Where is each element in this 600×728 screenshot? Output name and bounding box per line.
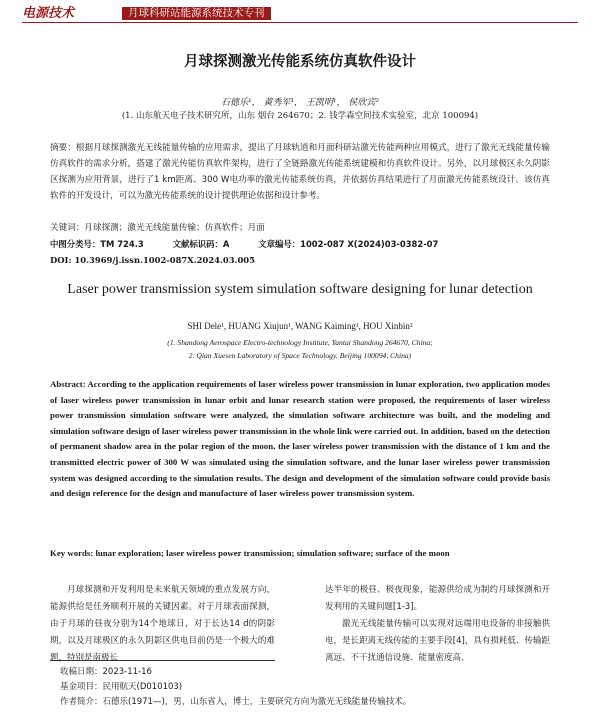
doi: DOI: 10.3969/j.issn.1002-087X.2024.03.005 xyxy=(50,255,255,265)
affiliation-en-1: (1. Shandong Aerospace Electro-technology Institute, Yantai Shandong 264670, China; xyxy=(167,338,433,347)
abstract-en: Abstract: According to the application requirements of laser wireless power transmission in lunar exploration, two application modes of laser wireless power transmission in lunar orbit and lunar research station were proposed, the requirements of laser wireless power transmission simulation software were analyzed, the simulation software architecture was built, and the modeling and simulation software design of laser wireless power transmission in the whole link were carried out. In addition, based on the detection of permanent shadow area in the polar region of the moon, the laser wireless power transmission with the distance of 1 km and the transmitted electric power of 300 W was simulated using the simulation software, and the lunar laser wireless power transmission system was designed according to the simulation results. The design and development of the simulation software could provide basis and design reference for the design and manufacture of laser wireless power transmission system. xyxy=(50,379,550,499)
clc-number: 中图分类号：TM 724.3 xyxy=(50,239,144,249)
paper-title-en: Laser power transmission system simulation software designing for lunar detection xyxy=(67,282,533,297)
authors-cn: 石德乐¹， 黄秀军¹， 王凯明¹， 侯欣宾² xyxy=(220,98,379,108)
header-divider xyxy=(22,22,578,23)
abstract-cn: 摘要：根据月球探测激光无线能量传输的应用需求，提出了月球轨道和月面科研站激光传能两种应用模式，进行了激光无线能量传输仿真软件的需求分析，搭建了激光传能仿真软件架构，进行了全链路激光传能系统建模和仿真软件设计。另外，以月球极区永久阴影区探测为应用背景，进行了1 km距离、300 W电功率的激光传能系统仿真，并依据仿真结果进行了月面激光传能系统设计。该仿真软件的开发设计，可以为激光传能系统的设计提供理论依据和设计参考。 xyxy=(50,143,550,201)
body-paragraph: 月球探测和开发利用是未来航天领域的重点发展方向，能源供给是任务顺利开展的关键因素。对于月球表面探测，由于月球的昼夜分别为14个地球日，对于长达14 d的阴影期，以及月球极区的永久阴影区供电目前仍是一个极大的难题，特别是南极长 xyxy=(50,585,275,663)
funding-info: 基金项目：民用航天(D010103) xyxy=(60,682,183,692)
paper-title-cn: 月球探测激光传能系统仿真软件设计 xyxy=(184,54,416,70)
body-paragraph: 激光无线能量传输可以实现对远端用电设备的非接触供电，是长距离无线传能的主要手段[4]，具有损耗低、传输距离远、不干扰通信设施、能量密度高、 xyxy=(325,619,550,663)
journal-header xyxy=(22,6,578,21)
journal-name: 电源技术 xyxy=(22,6,75,21)
affiliation-en-2: 2. Qian Xuesen Laboratory of Space Technology, Beijing 100094, China) xyxy=(188,351,412,360)
footnotes xyxy=(60,665,411,710)
body-paragraph: 达半年的极昼、极夜现象，能源供给成为制约月球探测和开发利用的关键问题[1-3]。 xyxy=(325,585,550,612)
received-date: 收稿日期：2023-11-16 xyxy=(60,667,152,677)
article-id: 文章编号：1002-087 X(2024)03-0382-07 xyxy=(258,239,439,249)
footnote-divider xyxy=(50,660,275,661)
keywords-en: Key words: lunar exploration; laser wireless power transmission; simulation software; surface of the moon xyxy=(50,548,450,558)
classification-row xyxy=(50,236,464,252)
authors-en: SHI Dele¹, HUANG Xiujun¹, WANG Kaiming¹, HOU Xinbin² xyxy=(187,321,413,331)
column-tag: 月球科研站能源系统技术专刊 xyxy=(122,7,271,20)
keywords-cn: 关键词：月球探测；激光无线能量传输；仿真软件；月面 xyxy=(50,223,265,233)
body-column-right xyxy=(325,582,550,667)
document-code: 文献标识码：A xyxy=(172,239,230,249)
author-bio: 作者简介：石德乐(1971—)，男，山东省人，博士，主要研究方向为激光无线能量传输技术。 xyxy=(60,697,412,707)
affiliation-cn: (1. 山东航天电子技术研究所，山东 烟台 264670；2. 钱学森空间技术实验室，北京 100094) xyxy=(121,111,479,121)
body-column-left xyxy=(50,582,275,667)
